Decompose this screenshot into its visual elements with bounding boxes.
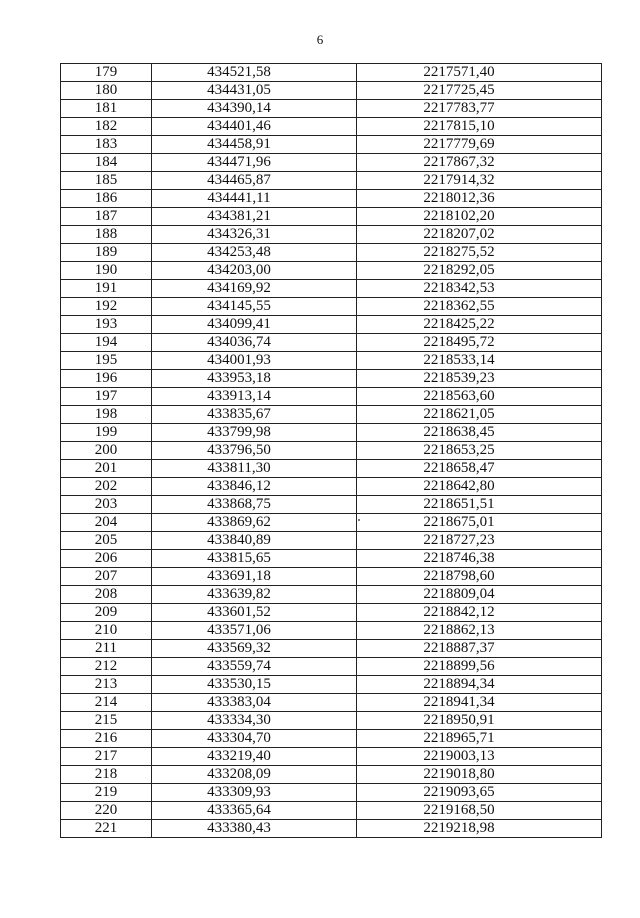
y-coordinate-cell: 2219093,65 <box>357 784 602 802</box>
x-coordinate-cell: 434401,46 <box>152 118 357 136</box>
point-number-cell: 219 <box>61 784 152 802</box>
table-row <box>61 154 602 172</box>
x-coordinate-cell: 434169,92 <box>152 280 357 298</box>
table-row <box>61 64 602 82</box>
y-coordinate-cell: 2218727,23 <box>357 532 602 550</box>
y-coordinate-cell: 2218342,53 <box>357 280 602 298</box>
table-row <box>61 208 602 226</box>
table-row <box>61 370 602 388</box>
y-coordinate-cell: 2217815,10 <box>357 118 602 136</box>
x-coordinate-cell: 433639,82 <box>152 586 357 604</box>
table-row <box>61 784 602 802</box>
point-number-cell: 199 <box>61 424 152 442</box>
x-coordinate-cell: 433869,62 <box>152 514 357 532</box>
x-coordinate-cell: 434203,00 <box>152 262 357 280</box>
x-coordinate-cell: 433691,18 <box>152 568 357 586</box>
point-number-cell: 215 <box>61 712 152 730</box>
point-number-cell: 212 <box>61 658 152 676</box>
x-coordinate-cell: 433868,75 <box>152 496 357 514</box>
y-coordinate-cell: 2219218,98 <box>357 820 602 838</box>
x-coordinate-cell: 433571,06 <box>152 622 357 640</box>
point-number-cell: 220 <box>61 802 152 820</box>
table-row <box>61 442 602 460</box>
y-coordinate-cell: 2218965,71 <box>357 730 602 748</box>
y-coordinate-cell: 2218899,56 <box>357 658 602 676</box>
x-coordinate-cell: 433815,65 <box>152 550 357 568</box>
table-row <box>61 262 602 280</box>
table-row <box>61 190 602 208</box>
y-coordinate-cell: 2217725,45 <box>357 82 602 100</box>
point-number-cell: 185 <box>61 172 152 190</box>
x-coordinate-cell: 433334,30 <box>152 712 357 730</box>
x-coordinate-cell: 433309,93 <box>152 784 357 802</box>
point-number-cell: 184 <box>61 154 152 172</box>
x-coordinate-cell: 433383,04 <box>152 694 357 712</box>
point-number-cell: 182 <box>61 118 152 136</box>
point-number-cell: 202 <box>61 478 152 496</box>
point-number-cell: 188 <box>61 226 152 244</box>
table-row <box>61 730 602 748</box>
y-coordinate-cell: 2218809,04 <box>357 586 602 604</box>
y-coordinate-cell: 2218894,34 <box>357 676 602 694</box>
x-coordinate-cell: 434253,48 <box>152 244 357 262</box>
y-coordinate-cell: 2218887,37 <box>357 640 602 658</box>
point-number-cell: 181 <box>61 100 152 118</box>
table-row <box>61 550 602 568</box>
x-coordinate-cell: 433208,09 <box>152 766 357 784</box>
y-coordinate-cell: 2218495,72 <box>357 334 602 352</box>
table-row <box>61 118 602 136</box>
x-coordinate-cell: 434431,05 <box>152 82 357 100</box>
point-number-cell: 183 <box>61 136 152 154</box>
table-row <box>61 316 602 334</box>
x-coordinate-cell: 434381,21 <box>152 208 357 226</box>
y-coordinate-cell: 2219168,50 <box>357 802 602 820</box>
y-coordinate-cell: 2217914,32 <box>357 172 602 190</box>
x-coordinate-cell: 434145,55 <box>152 298 357 316</box>
table-row <box>61 586 602 604</box>
table-row <box>61 136 602 154</box>
table-row <box>61 298 602 316</box>
y-coordinate-cell: 2218012,36 <box>357 190 602 208</box>
table-row <box>61 172 602 190</box>
x-coordinate-cell: 433530,15 <box>152 676 357 694</box>
point-number-cell: 187 <box>61 208 152 226</box>
point-number-cell: 211 <box>61 640 152 658</box>
table-row <box>61 532 602 550</box>
table-row <box>61 226 602 244</box>
y-coordinate-cell: 2218425,22 <box>357 316 602 334</box>
table-row <box>61 712 602 730</box>
table-row <box>61 514 602 532</box>
table-row <box>61 406 602 424</box>
point-number-cell: 179 <box>61 64 152 82</box>
point-number-cell: 196 <box>61 370 152 388</box>
table-row <box>61 820 602 838</box>
y-coordinate-cell: 2218651,51 <box>357 496 602 514</box>
table-row <box>61 694 602 712</box>
y-coordinate-cell: 2218563,60 <box>357 388 602 406</box>
x-coordinate-cell: 433569,32 <box>152 640 357 658</box>
point-number-cell: 194 <box>61 334 152 352</box>
y-coordinate-cell: 2218941,34 <box>357 694 602 712</box>
point-number-cell: 213 <box>61 676 152 694</box>
x-coordinate-cell: 433219,40 <box>152 748 357 766</box>
point-number-cell: 206 <box>61 550 152 568</box>
point-number-cell: 197 <box>61 388 152 406</box>
point-number-cell: 200 <box>61 442 152 460</box>
x-coordinate-cell: 434471,96 <box>152 154 357 172</box>
x-coordinate-cell: 433559,74 <box>152 658 357 676</box>
y-coordinate-cell: 2218862,13 <box>357 622 602 640</box>
point-number-cell: 201 <box>61 460 152 478</box>
table-row <box>61 622 602 640</box>
x-coordinate-cell: 433840,89 <box>152 532 357 550</box>
table-row <box>61 604 602 622</box>
x-coordinate-cell: 433835,67 <box>152 406 357 424</box>
y-coordinate-cell: 2218533,14 <box>357 352 602 370</box>
scan-speck <box>358 519 360 521</box>
table-row <box>61 388 602 406</box>
x-coordinate-cell: 434458,91 <box>152 136 357 154</box>
table-row <box>61 280 602 298</box>
point-number-cell: 204 <box>61 514 152 532</box>
y-coordinate-cell: 2218621,05 <box>357 406 602 424</box>
page-number: 6 <box>316 32 324 47</box>
table-row <box>61 496 602 514</box>
y-coordinate-cell: 2218642,80 <box>357 478 602 496</box>
y-coordinate-cell: 2218275,52 <box>357 244 602 262</box>
y-coordinate-cell: 2218292,05 <box>357 262 602 280</box>
point-number-cell: 180 <box>61 82 152 100</box>
table-row <box>61 424 602 442</box>
x-coordinate-cell: 433799,98 <box>152 424 357 442</box>
x-coordinate-cell: 434521,58 <box>152 64 357 82</box>
point-number-cell: 214 <box>61 694 152 712</box>
point-number-cell: 210 <box>61 622 152 640</box>
table-row <box>61 334 602 352</box>
point-number-cell: 217 <box>61 748 152 766</box>
x-coordinate-cell: 433953,18 <box>152 370 357 388</box>
point-number-cell: 198 <box>61 406 152 424</box>
point-number-cell: 192 <box>61 298 152 316</box>
table-row <box>61 460 602 478</box>
point-number-cell: 186 <box>61 190 152 208</box>
y-coordinate-cell: 2219003,13 <box>357 748 602 766</box>
y-coordinate-cell: 2219018,80 <box>357 766 602 784</box>
y-coordinate-cell: 2218638,45 <box>357 424 602 442</box>
x-coordinate-cell: 434036,74 <box>152 334 357 352</box>
y-coordinate-cell: 2217867,32 <box>357 154 602 172</box>
point-number-cell: 205 <box>61 532 152 550</box>
x-coordinate-cell: 434465,87 <box>152 172 357 190</box>
x-coordinate-cell: 434390,14 <box>152 100 357 118</box>
x-coordinate-cell: 434326,31 <box>152 226 357 244</box>
point-number-cell: 189 <box>61 244 152 262</box>
point-number-cell: 218 <box>61 766 152 784</box>
table-row <box>61 244 602 262</box>
x-coordinate-cell: 433796,50 <box>152 442 357 460</box>
coordinates-table-body <box>61 64 602 838</box>
table-row <box>61 658 602 676</box>
x-coordinate-cell: 433811,30 <box>152 460 357 478</box>
coordinates-table <box>60 63 602 838</box>
table-row <box>61 676 602 694</box>
point-number-cell: 216 <box>61 730 152 748</box>
y-coordinate-cell: 2218653,25 <box>357 442 602 460</box>
table-row <box>61 766 602 784</box>
point-number-cell: 221 <box>61 820 152 838</box>
y-coordinate-cell: 2218746,38 <box>357 550 602 568</box>
y-coordinate-cell: 2217779,69 <box>357 136 602 154</box>
point-number-cell: 195 <box>61 352 152 370</box>
y-coordinate-cell: 2218798,60 <box>357 568 602 586</box>
y-coordinate-cell: 2218675,01 <box>357 514 602 532</box>
y-coordinate-cell: 2217783,77 <box>357 100 602 118</box>
y-coordinate-cell: 2218207,02 <box>357 226 602 244</box>
x-coordinate-cell: 434001,93 <box>152 352 357 370</box>
point-number-cell: 203 <box>61 496 152 514</box>
point-number-cell: 191 <box>61 280 152 298</box>
y-coordinate-cell: 2218102,20 <box>357 208 602 226</box>
y-coordinate-cell: 2218658,47 <box>357 460 602 478</box>
table-row <box>61 568 602 586</box>
x-coordinate-cell: 433304,70 <box>152 730 357 748</box>
table-row <box>61 640 602 658</box>
point-number-cell: 207 <box>61 568 152 586</box>
table-row <box>61 100 602 118</box>
y-coordinate-cell: 2218842,12 <box>357 604 602 622</box>
x-coordinate-cell: 433380,43 <box>152 820 357 838</box>
x-coordinate-cell: 433846,12 <box>152 478 357 496</box>
y-coordinate-cell: 2217571,40 <box>357 64 602 82</box>
y-coordinate-cell: 2218539,23 <box>357 370 602 388</box>
point-number-cell: 190 <box>61 262 152 280</box>
x-coordinate-cell: 433913,14 <box>152 388 357 406</box>
x-coordinate-cell: 434441,11 <box>152 190 357 208</box>
table-row <box>61 352 602 370</box>
table-row <box>61 748 602 766</box>
y-coordinate-cell: 2218362,55 <box>357 298 602 316</box>
x-coordinate-cell: 434099,41 <box>152 316 357 334</box>
y-coordinate-cell: 2218950,91 <box>357 712 602 730</box>
point-number-cell: 193 <box>61 316 152 334</box>
table-row <box>61 478 602 496</box>
x-coordinate-cell: 433365,64 <box>152 802 357 820</box>
point-number-cell: 208 <box>61 586 152 604</box>
x-coordinate-cell: 433601,52 <box>152 604 357 622</box>
table-row <box>61 802 602 820</box>
point-number-cell: 209 <box>61 604 152 622</box>
table-row <box>61 82 602 100</box>
